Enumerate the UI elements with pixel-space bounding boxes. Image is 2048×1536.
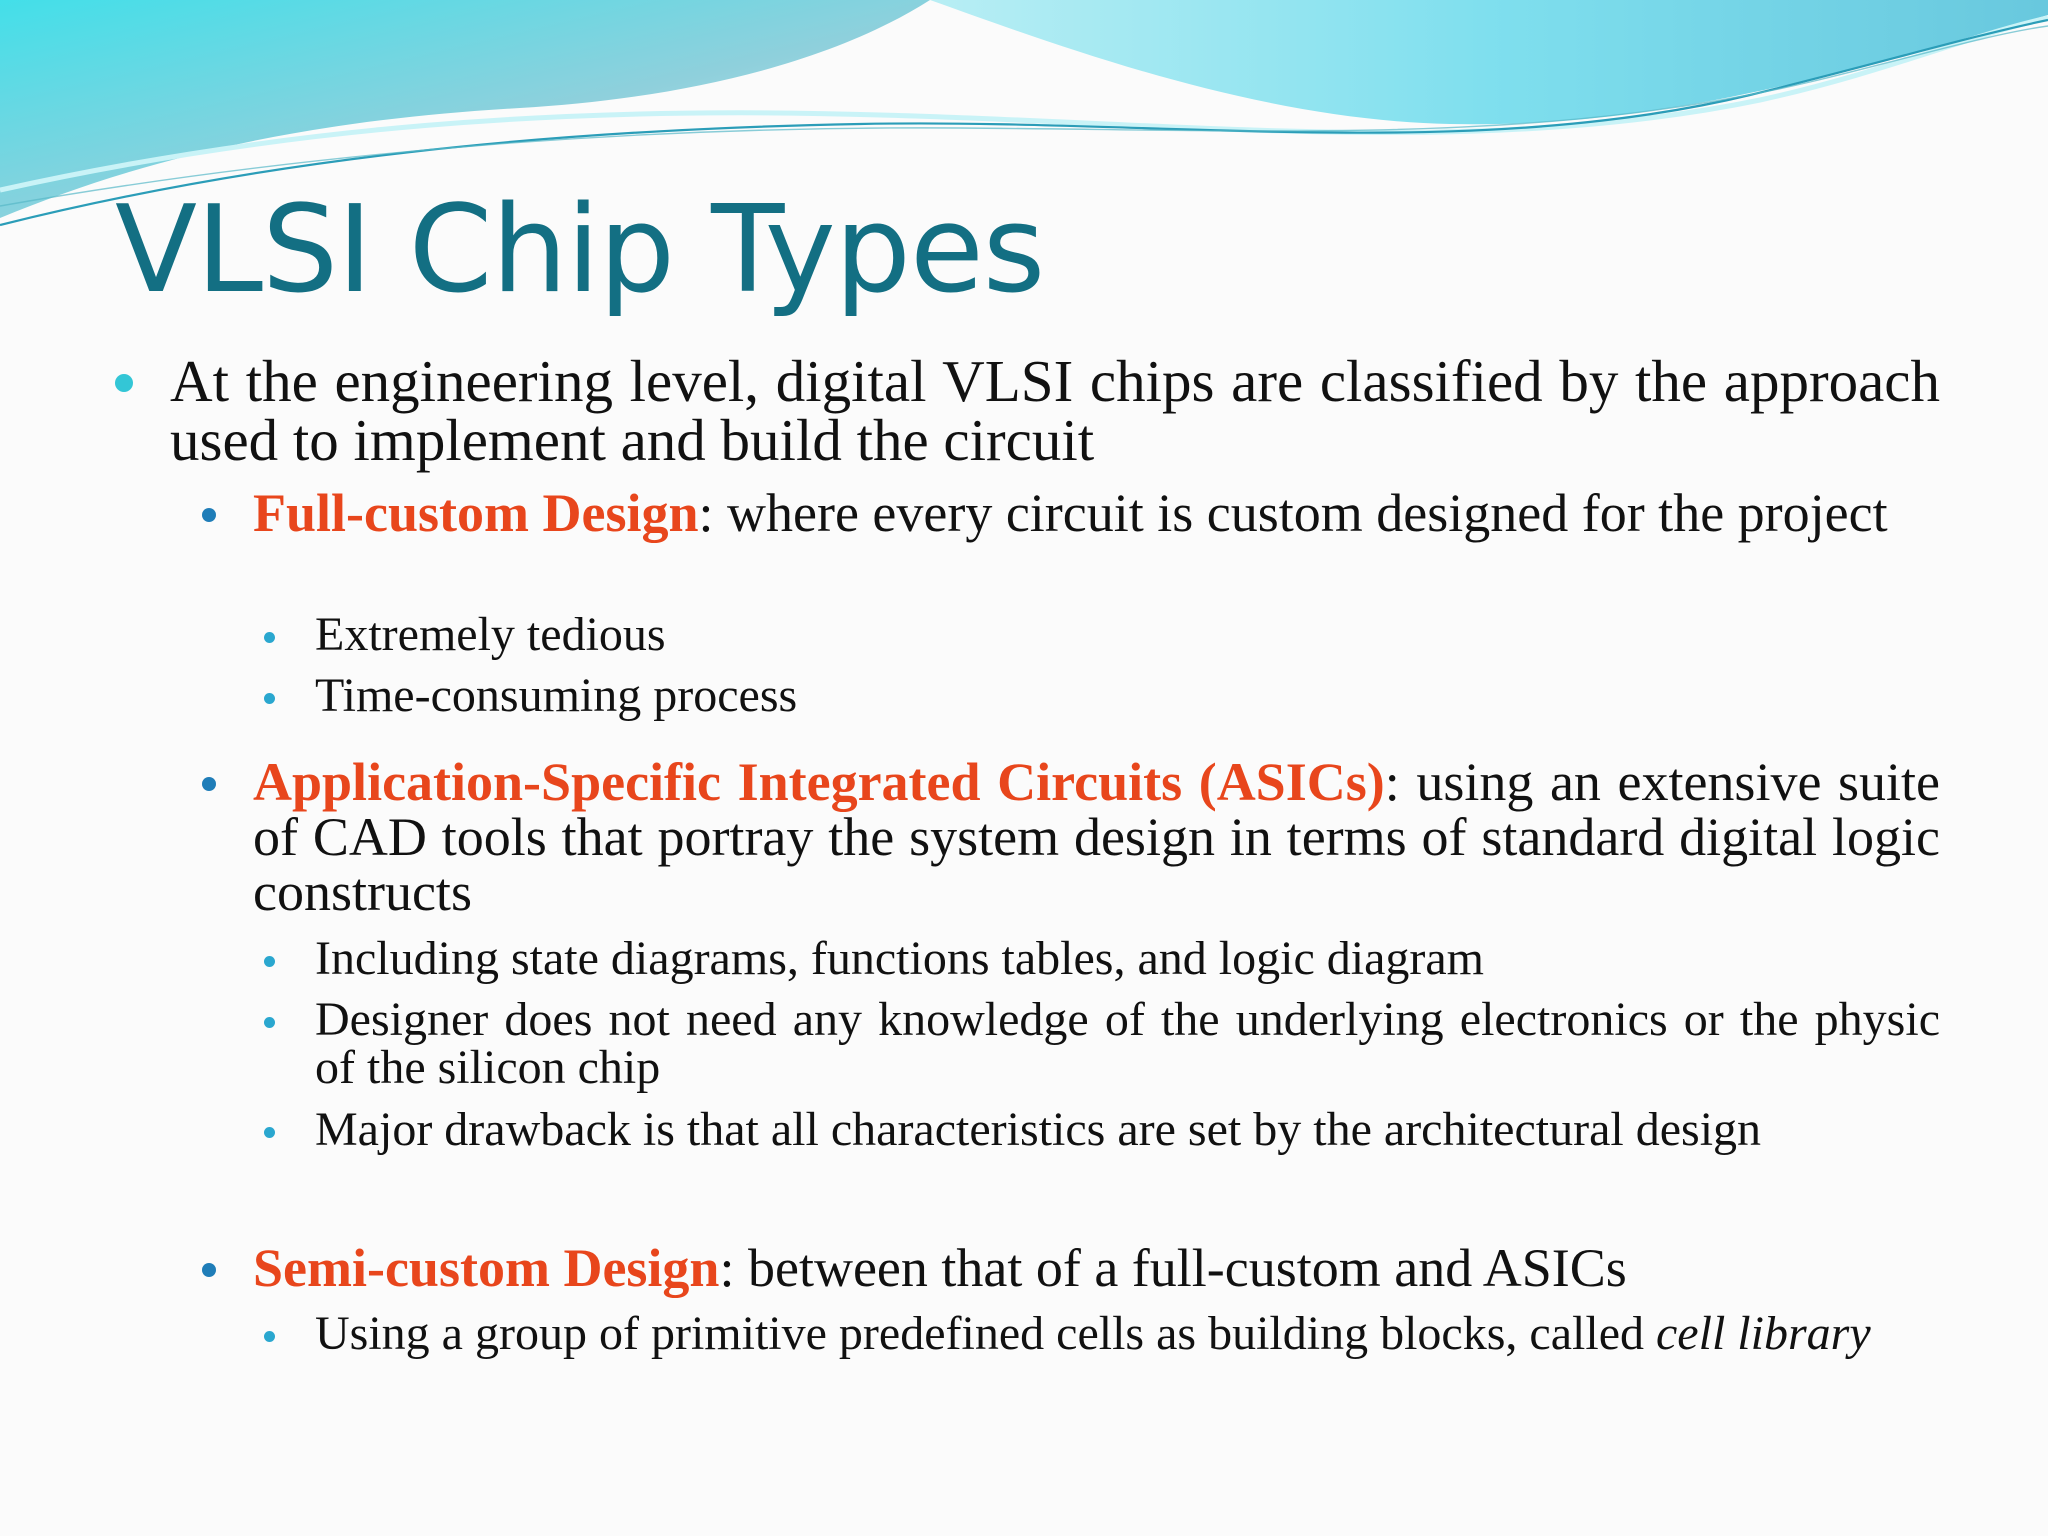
semi-custom-description: : between that of a full-custom and ASICs	[719, 1238, 1627, 1298]
semi-custom-point-text: Using a group of primitive predefined cells as building blocks, called	[315, 1307, 1656, 1360]
bullet-dot-secondary	[202, 777, 216, 791]
bullet-dot-primary	[115, 374, 133, 392]
full-custom-term: Full-custom Design	[253, 483, 699, 543]
cell-library-term: cell library	[1656, 1307, 1871, 1360]
slide-title: VLSI Chip Types	[115, 181, 1045, 320]
asic-point-3: Major drawback is that all characteristics are set by the architectural design	[315, 1103, 1762, 1156]
bullet-dot-tertiary	[264, 1331, 275, 1342]
asic-term: Application-Specific Integrated Circuits (ASICs)	[253, 752, 1385, 812]
intro-text: At the engineering level, digital VLSI chips are classified by the approach used to implement and build the circuit	[170, 348, 1940, 473]
bullet-dot-secondary	[202, 508, 216, 522]
bullet-dot-tertiary	[264, 632, 275, 643]
semi-custom-point-1	[315, 1307, 1940, 1360]
asic-point-1: Including state diagrams, functions tables, and logic diagram	[315, 932, 1485, 985]
asic-item	[253, 752, 1941, 922]
semi-custom-item	[253, 1238, 1940, 1298]
asic-point-2: Designer does not need any knowledge of the underlying electronics or the physic of the silicon chip	[315, 993, 1940, 1094]
full-custom-description: : where every circuit is custom designed for the project	[698, 483, 1888, 543]
bullet-dot-tertiary	[264, 1127, 275, 1138]
bullet-dot-tertiary	[264, 956, 275, 967]
full-custom-point-1: Extremely tedious	[315, 608, 666, 661]
full-custom-item	[253, 483, 1940, 543]
full-custom-point-2: Time-consuming process	[315, 669, 798, 722]
bullet-dot-secondary	[202, 1263, 216, 1277]
bullet-dot-tertiary	[264, 1017, 275, 1028]
asic-description: : using an extensive suite of CAD tools that portray the system design in terms of standard digital logic constructs	[253, 752, 1941, 922]
bullet-dot-tertiary	[264, 693, 275, 704]
semi-custom-term: Semi-custom Design	[253, 1238, 720, 1298]
